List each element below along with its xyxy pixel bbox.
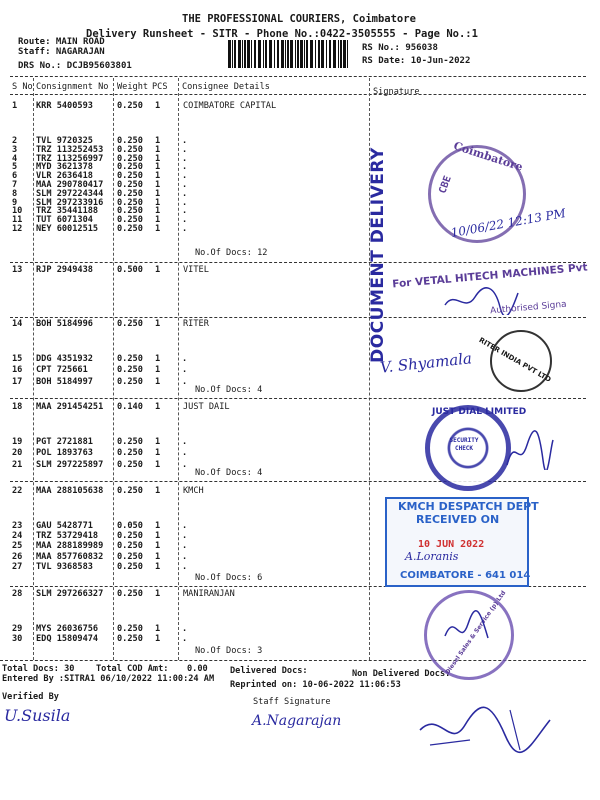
row-sno: 2	[12, 136, 18, 146]
row-sno: 30	[12, 634, 23, 645]
row-weight: 0.250	[117, 354, 143, 364]
row-weight: 0.500	[117, 265, 143, 275]
col-weight: Weight	[117, 82, 149, 92]
row-weight: 0.140	[117, 402, 143, 412]
kmch-stamp-sign: A.Loranis	[405, 550, 459, 563]
row-pcs: 1	[155, 521, 161, 531]
cbe-stamp-text: CBE	[437, 174, 454, 196]
row-sno: 6	[12, 171, 18, 182]
row-consignee-dot: .	[182, 188, 188, 199]
no-of-docs: No.Of Docs: 12	[195, 248, 268, 258]
row-consignment: VLR 2636418	[36, 171, 93, 182]
row-weight: 0.250	[117, 551, 143, 562]
row-sno: 12	[12, 224, 23, 234]
row-weight: 0.250	[117, 319, 143, 329]
row-weight: 0.250	[117, 180, 143, 190]
row-sno: 4	[12, 153, 18, 164]
row-pcs: 1	[155, 624, 161, 634]
col-signature: Signature	[373, 87, 420, 97]
row-consignee-dot: .	[182, 634, 188, 645]
row-consignee: COIMBATORE CAPITAL	[183, 101, 277, 111]
row-consignee-dot: .	[182, 206, 188, 217]
col-pcs: PCS	[152, 82, 168, 92]
row-sno: 15	[12, 354, 23, 364]
row-consignment: MAA 288189989	[36, 541, 104, 552]
row-consignee-dot: .	[182, 624, 188, 634]
row-pcs: 1	[155, 437, 161, 447]
row-weight: 0.250	[117, 376, 143, 387]
coimbatore-date-sign: 10/06/22 12:13 PM	[449, 205, 567, 241]
row-weight: 0.250	[117, 365, 143, 376]
row-pcs: 1	[155, 319, 161, 329]
row-sno: 9	[12, 197, 18, 208]
row-pcs: 1	[155, 224, 161, 234]
col-consignment: Consignment No	[36, 82, 109, 92]
row-sno: 3	[12, 144, 18, 155]
vetal-stamp: For VETAL HITECH MACHINES Pvt	[391, 261, 588, 291]
row-pcs: 1	[155, 459, 161, 470]
row-weight: 0.050	[117, 521, 143, 531]
entered-by: Entered By :SITRA1 06/10/2022 11:00:24 AM	[2, 674, 215, 684]
row-weight: 0.250	[117, 448, 143, 459]
row-sno: 18	[12, 402, 23, 412]
rs-date: RS Date: 10-Jun-2022	[362, 56, 471, 66]
row-sno: 7	[12, 180, 18, 190]
row-sno: 14	[12, 319, 23, 329]
row-pcs: 1	[155, 101, 161, 111]
row-weight: 0.250	[117, 188, 143, 199]
row-consignment: RJP 2949438	[36, 265, 93, 275]
row-sno: 20	[12, 448, 23, 459]
total-cod-label: Total COD Amt:	[96, 664, 169, 674]
row-consignment: TRZ 53729418	[36, 531, 99, 542]
justdial-center-text: SECURITY CHECK	[449, 437, 479, 452]
row-consignment: TRZ 35441188	[36, 206, 99, 217]
row-weight: 0.250	[117, 101, 143, 111]
col-divider	[33, 78, 34, 660]
row-weight: 0.250	[117, 437, 143, 447]
col-divider	[113, 78, 114, 660]
justdial-ring-text: JUST DIAL LIMITED	[432, 407, 527, 417]
row-consignment: TRZ 113252453	[36, 144, 104, 155]
row-sno: 10	[12, 206, 23, 217]
riter-signature: V. Shyamala	[379, 349, 473, 377]
staff-signature: A.Nagarajan	[252, 713, 342, 729]
barcode	[228, 40, 352, 68]
row-consignment: DDG 4351932	[36, 354, 93, 364]
row-weight: 0.250	[117, 162, 143, 173]
row-consignment: GAU 5428771	[36, 521, 93, 531]
row-weight: 0.250	[117, 486, 143, 496]
row-sno: 29	[12, 624, 23, 634]
row-consignee-dot: .	[182, 448, 188, 459]
row-weight: 0.250	[117, 224, 143, 234]
row-consignee-dot: .	[182, 224, 188, 234]
row-pcs: 1	[155, 188, 161, 199]
row-consignee-dot: .	[182, 376, 188, 387]
staff: Staff: NAGARAJAN	[18, 47, 105, 57]
row-consignee: JUST DAIL	[183, 402, 230, 412]
row-sno: 23	[12, 521, 23, 531]
row-sno: 25	[12, 541, 23, 552]
no-of-docs: No.Of Docs: 6	[195, 573, 263, 583]
group-divider	[10, 317, 586, 318]
row-consignee-dot: .	[182, 197, 188, 208]
row-consignment: MAA 288105638	[36, 486, 104, 496]
kmch-stamp-city: COIMBATORE - 641 014	[400, 570, 531, 581]
kmch-stamp-title: KMCH DESPATCH DEPT	[398, 500, 539, 513]
row-consignee-dot: .	[182, 561, 188, 572]
row-sno: 13	[12, 265, 23, 275]
row-weight: 0.250	[117, 215, 143, 226]
row-consignment: TVL 9720325	[36, 136, 93, 146]
row-weight: 0.250	[117, 206, 143, 217]
row-sno: 24	[12, 531, 23, 542]
row-sno: 26	[12, 551, 23, 562]
row-pcs: 1	[155, 144, 161, 155]
maniranjan-signature	[440, 606, 495, 651]
no-of-docs: No.Of Docs: 4	[195, 385, 263, 395]
row-pcs: 1	[155, 162, 161, 173]
row-consignee-dot: .	[182, 541, 188, 552]
row-weight: 0.250	[117, 589, 143, 599]
maniranjan-stamp-text: Diesel Sales & Service (p) Ltd	[444, 589, 508, 676]
row-pcs: 1	[155, 486, 161, 496]
row-consignee-dot: .	[182, 153, 188, 164]
row-pcs: 1	[155, 265, 161, 275]
route: Route: MAIN ROAD	[18, 37, 105, 47]
row-consignment: TVL 9368583	[36, 561, 93, 572]
row-pcs: 1	[155, 402, 161, 412]
header-bottom-rule	[10, 94, 586, 95]
row-consignment: SLM 297225897	[36, 459, 104, 470]
row-pcs: 1	[155, 197, 161, 208]
row-consignment: POL 1893763	[36, 448, 93, 459]
header-top-rule	[10, 76, 586, 77]
col-consignee: Consignee Details	[182, 82, 270, 92]
document-delivery-stamp: DOCUMENT DELIVERY	[367, 147, 388, 363]
row-pcs: 1	[155, 531, 161, 542]
row-pcs: 1	[155, 376, 161, 387]
row-weight: 0.250	[117, 541, 143, 552]
row-consignment: MYD 3621378	[36, 162, 93, 173]
reprinted-on: Reprinted on: 10-06-2022 11:06:53	[230, 680, 401, 690]
bottom-right-signature	[410, 690, 560, 760]
row-sno: 1	[12, 101, 18, 111]
staff-signature-label: Staff Signature	[253, 697, 331, 707]
row-consignee: RITER	[183, 319, 209, 329]
row-consignee-dot: .	[182, 551, 188, 562]
row-consignee-dot: .	[182, 215, 188, 226]
group-divider	[10, 481, 586, 482]
row-weight: 0.250	[117, 531, 143, 542]
row-weight: 0.250	[117, 144, 143, 155]
row-pcs: 1	[155, 153, 161, 164]
row-consignee-dot: .	[182, 354, 188, 364]
non-delivered-docs: Non Delivered Docs:	[352, 669, 451, 679]
row-consignee: VITEL	[183, 265, 209, 275]
no-of-docs: No.Of Docs: 3	[195, 646, 263, 656]
row-consignment: MYS 26036756	[36, 624, 99, 634]
row-consignee-dot: .	[182, 162, 188, 173]
row-consignee-dot: .	[182, 521, 188, 531]
row-pcs: 1	[155, 551, 161, 562]
row-consignment: BOH 5184996	[36, 319, 93, 329]
group-divider	[10, 398, 586, 399]
row-consignee-dot: .	[182, 531, 188, 542]
row-consignment: NEY 60012515	[36, 224, 99, 234]
row-consignment: MAA 857760832	[36, 551, 104, 562]
row-weight: 0.250	[117, 197, 143, 208]
no-of-docs: No.Of Docs: 4	[195, 468, 263, 478]
total-cod-value: 0.00	[187, 664, 208, 674]
row-consignee-dot: .	[182, 180, 188, 190]
riter-stamp-text: RITER INDIA PVT LTD	[477, 336, 553, 384]
row-weight: 0.250	[117, 634, 143, 645]
row-sno: 17	[12, 376, 23, 387]
row-weight: 0.250	[117, 136, 143, 146]
row-consignee-dot: .	[182, 437, 188, 447]
row-pcs: 1	[155, 589, 161, 599]
verifier-signature: U.Susila	[4, 706, 71, 725]
coimbatore-stamp-text: Coimbatore	[451, 139, 525, 174]
row-pcs: 1	[155, 171, 161, 182]
drs-number: DRS No.: DCJB95603801	[18, 61, 132, 71]
row-pcs: 1	[155, 634, 161, 645]
row-consignment: SLM 297224344	[36, 188, 104, 199]
company-title: THE PROFESSIONAL COURIERS, Coimbatore	[182, 13, 416, 25]
row-consignment: PGT 2721881	[36, 437, 93, 447]
row-weight: 0.250	[117, 459, 143, 470]
row-consignee: KMCH	[183, 486, 204, 496]
row-sno: 22	[12, 486, 23, 496]
row-pcs: 1	[155, 561, 161, 572]
row-pcs: 1	[155, 365, 161, 376]
row-weight: 0.250	[117, 153, 143, 164]
row-pcs: 1	[155, 206, 161, 217]
row-pcs: 1	[155, 180, 161, 190]
row-consignment: KRR 5400593	[36, 101, 93, 111]
row-sno: 16	[12, 365, 23, 376]
col-sno: S No	[12, 82, 33, 92]
row-consignment: SLM 297233916	[36, 197, 104, 208]
row-consignment: TUT 6071304	[36, 215, 93, 226]
row-weight: 0.250	[117, 624, 143, 634]
row-pcs: 1	[155, 136, 161, 146]
justdial-signature	[505, 430, 555, 470]
row-sno: 27	[12, 561, 23, 572]
kmch-stamp-received: RECEIVED ON	[416, 513, 500, 526]
total-docs: Total Docs: 30	[2, 664, 75, 674]
row-sno: 19	[12, 437, 23, 447]
row-pcs: 1	[155, 448, 161, 459]
row-consignee: MANIRANJAN	[183, 589, 235, 599]
row-consignment: BOH 5184997	[36, 376, 93, 387]
row-weight: 0.250	[117, 561, 143, 572]
verified-by: Verified By	[2, 692, 59, 702]
row-consignment: CPT 725661	[36, 365, 88, 376]
row-consignee-dot: .	[182, 171, 188, 182]
row-consignment: EDQ 15809474	[36, 634, 99, 645]
row-pcs: 1	[155, 215, 161, 226]
row-sno: 5	[12, 162, 18, 173]
row-consignment: MAA 290780417	[36, 180, 104, 190]
group-divider	[10, 262, 586, 263]
row-pcs: 1	[155, 541, 161, 552]
row-consignee-dot: .	[182, 365, 188, 376]
delivered-docs: Delivered Docs:	[230, 666, 308, 676]
row-pcs: 1	[155, 354, 161, 364]
row-consignment: MAA 291454251	[36, 402, 104, 412]
row-consignment: TRZ 113256997	[36, 153, 104, 164]
runsheet-title: Delivery Runsheet - SITR - Phone No.:0422-3505555 - Page No.:1	[86, 28, 478, 40]
kmch-stamp-date: 10 JUN 2022	[418, 539, 485, 550]
row-consignee-dot: .	[182, 136, 188, 146]
row-sno: 21	[12, 459, 23, 470]
row-consignee-dot: .	[182, 144, 188, 155]
row-sno: 28	[12, 589, 23, 599]
row-sno: 11	[12, 215, 23, 226]
row-consignment: SLM 297266327	[36, 589, 104, 599]
row-weight: 0.250	[117, 171, 143, 182]
row-consignee-dot: .	[182, 459, 188, 470]
col-divider	[178, 78, 179, 660]
rs-number: RS No.: 956038	[362, 43, 438, 53]
vetal-authorised: Authorised Signa	[489, 299, 568, 317]
row-sno: 8	[12, 188, 18, 199]
